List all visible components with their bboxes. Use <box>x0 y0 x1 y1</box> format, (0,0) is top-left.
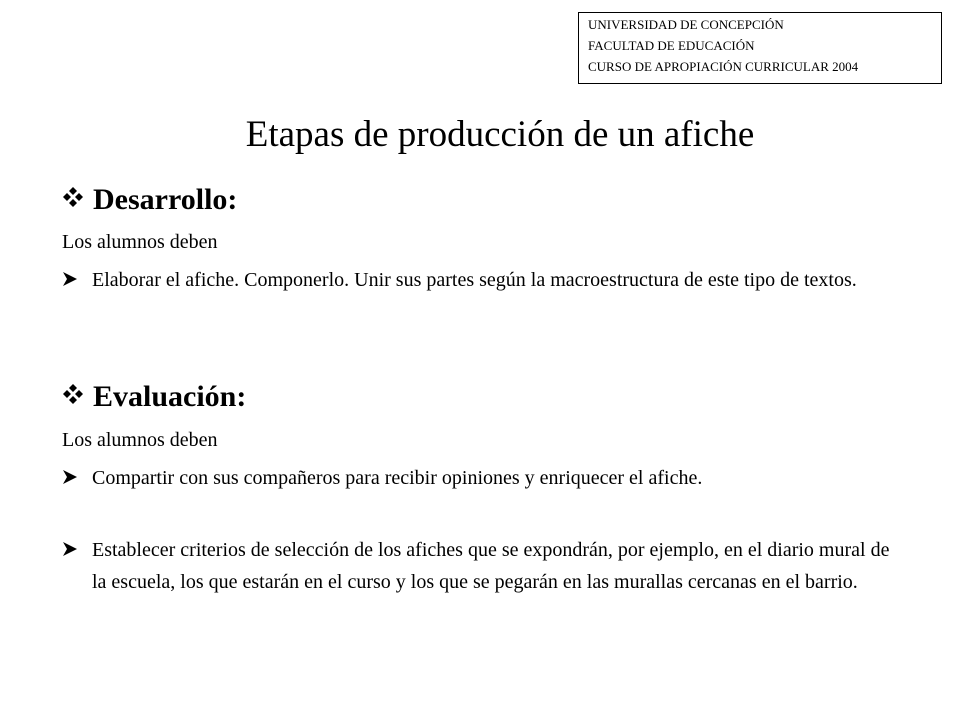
four-diamond-icon <box>62 383 84 405</box>
institution-header-box <box>578 12 942 84</box>
section-heading-evaluacion <box>62 379 246 415</box>
bullet-text: Elaborar el afiche. Componerlo. Unir sus partes según la macroestructura de este tipo de textos. <box>92 269 857 291</box>
bullet-text: Establecer criterios de selección de los afiches que se expondrán, por ejemplo, en el diario mural de la escuela, los que estarán en el curso y los que se pegarán en las murallas cercanas en el barrio. <box>92 539 890 593</box>
bullet-item-establecer <box>62 534 892 598</box>
section-heading-desarrollo <box>62 182 237 218</box>
header-line-faculty: FACULTAD DE EDUCACIÓN <box>588 38 755 53</box>
arrowhead-icon <box>62 271 78 287</box>
bullet-item-compartir <box>62 462 892 494</box>
section-heading-label: Desarrollo: <box>93 183 238 216</box>
four-diamond-icon <box>62 186 84 208</box>
arrowhead-icon <box>62 469 78 485</box>
bullet-item-elaborar <box>62 264 892 296</box>
arrowhead-icon <box>62 541 78 557</box>
section-heading-label: Evaluación: <box>93 380 247 413</box>
section-intro-evaluacion: Los alumnos deben <box>62 429 218 451</box>
header-line-course: CURSO DE APROPIACIÓN CURRICULAR 2004 <box>588 59 859 74</box>
bullet-text: Compartir con sus compañeros para recibir opiniones y enriquecer el afiche. <box>92 467 703 489</box>
slide-title: Etapas de producción de un afiche <box>245 114 755 155</box>
section-intro-desarrollo: Los alumnos deben <box>62 231 218 253</box>
header-line-university: UNIVERSIDAD DE CONCEPCIÓN <box>588 17 784 32</box>
